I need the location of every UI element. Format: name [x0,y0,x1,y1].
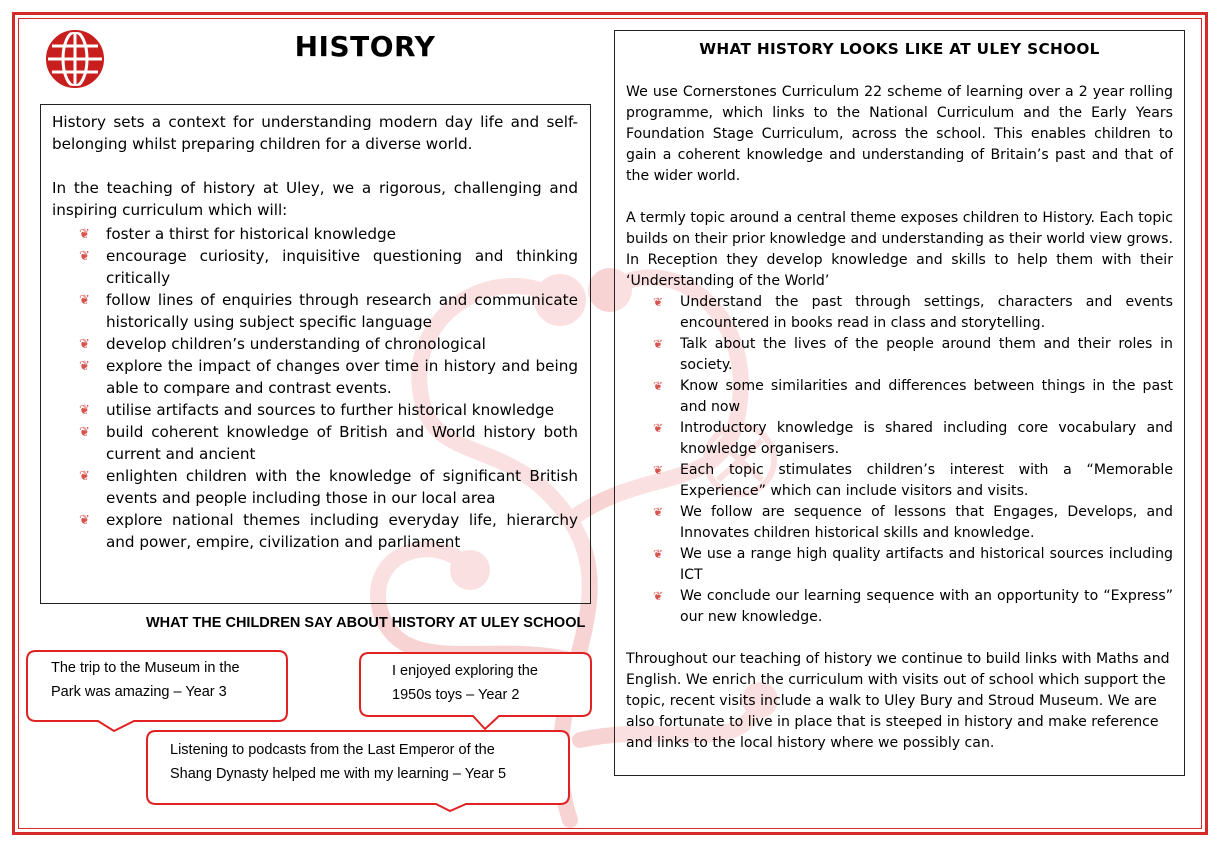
list-item: ❦ encourage curiosity, inquisitive questioning and thinking critically [79,247,578,287]
page-title: HISTORY [294,30,436,63]
uley-paragraph-2: A termly topic around a central theme exposes children to History. Each topic builds on their prior knowledge and understanding as their world view grows. In Reception they develop knowledge and skills to help them with their ‘Understanding of the World’ [626,210,1173,289]
uley-heading: WHAT HISTORY LOOKS LIKE AT ULEY SCHOOL [699,40,1100,58]
list-item: ❦ explore national themes including everyday life, hierarchy and power, empire, civilization and parliament [79,511,578,551]
flower-bullet-icon: ❦ [653,505,664,519]
children-heading: WHAT THE CHILDREN SAY ABOUT HISTORY AT ULEY SCHOOL [146,615,586,631]
flower-bullet-icon: ❦ [653,295,664,309]
flower-bullet-icon: ❦ [653,547,664,561]
uley-paragraph-3: Throughout our teaching of history we continue to build links with Maths and English. We enrich the curriculum with visits out of school which support the topic, recent visits include a walk to Uley Bury and Stroud Museum. We are also fortunate to live in place that is steeped in history and make reference and links to the local history where we possibly can. [626,651,1170,751]
list-item: ❦ We use a range high quality artifacts and historical sources including ICT [653,546,1173,583]
flower-bullet-icon: ❦ [79,227,90,242]
flower-bullet-icon: ❦ [653,463,664,477]
list-item: ❦ explore the impact of changes over time in history and being able to compare and contrast events. [79,357,578,397]
flower-bullet-icon: ❦ [79,403,90,418]
intro-box [40,104,591,604]
flower-bullet-icon: ❦ [79,359,90,374]
intro-bullet-list [52,223,578,553]
list-item: ❦ We follow are sequence of lessons that Engages, Develops, and Innovates children historical skills and knowledge. [653,504,1173,541]
flower-bullet-icon: ❦ [653,337,664,351]
list-item: ❦ follow lines of enquiries through research and communicate historically using subject specific language [79,291,578,331]
quote-line: The trip to the Museum in the [51,660,240,676]
list-item: ❦ develop children’s understanding of chronological [106,333,578,355]
quote-bubble-year5 [146,730,570,812]
quote-bubble-year2 [359,652,592,730]
intro-paragraph-2: In the teaching of history at Uley, we a rigorous, challenging and inspiring curriculum which will: [52,179,578,219]
flower-bullet-icon: ❦ [79,249,90,264]
flower-bullet-icon: ❦ [79,337,90,352]
intro-paragraph-1: History sets a context for understanding modern day life and self-belonging whilst preparing children for a diverse world. [52,113,578,153]
list-item: ❦ build coherent knowledge of British and World history both current and ancient [79,423,578,463]
quote-bubble-year3 [26,650,288,732]
quote-line: Park was amazing – Year 3 [51,684,227,700]
quote-line: Listening to podcasts from the Last Emperor of the [170,742,495,758]
quote-line: Shang Dynasty helped me with my learning – Year 5 [170,766,507,782]
flower-bullet-icon: ❦ [79,425,90,440]
uley-bullet-list [626,292,1173,628]
list-item: ❦ utilise artifacts and sources to further historical knowledge [106,399,578,421]
list-item: ❦ We conclude our learning sequence with an opportunity to “Express” our new knowledge. [653,588,1173,625]
uley-box [614,30,1185,776]
list-item: ❦ Know some similarities and differences between things in the past and now [653,378,1173,415]
quote-line: I enjoyed exploring the [392,663,538,679]
flower-bullet-icon: ❦ [79,293,90,308]
list-item: ❦ foster a thirst for historical knowledge [106,223,578,245]
uley-paragraph-1: We use Cornerstones Curriculum 22 scheme of learning over a 2 year rolling programme, which links to the National Curriculum and the Early Years Foundation Stage Curriculum, across the school. This enables children to gain a coherent knowledge and understanding of Britain’s past and that of the wider world. [626,84,1173,184]
globe-icon [44,28,106,90]
list-item: ❦ Talk about the lives of the people around them and their roles in society. [653,336,1173,373]
list-item: ❦ Understand the past through settings, characters and events encountered in books read in class and storytelling. [653,294,1173,331]
list-item: ❦ enlighten children with the knowledge of significant British events and people including those in our local area [79,467,578,507]
flower-bullet-icon: ❦ [653,379,664,393]
quote-line: 1950s toys – Year 2 [392,687,520,703]
flower-bullet-icon: ❦ [653,421,664,435]
flower-bullet-icon: ❦ [79,469,90,484]
flower-bullet-icon: ❦ [79,513,90,528]
flower-bullet-icon: ❦ [653,589,664,603]
list-item: ❦ Each topic stimulates children’s interest with a “Memorable Experience” which can include visitors and visits. [653,462,1173,499]
list-item: ❦ Introductory knowledge is shared including core vocabulary and knowledge organisers. [653,420,1173,457]
